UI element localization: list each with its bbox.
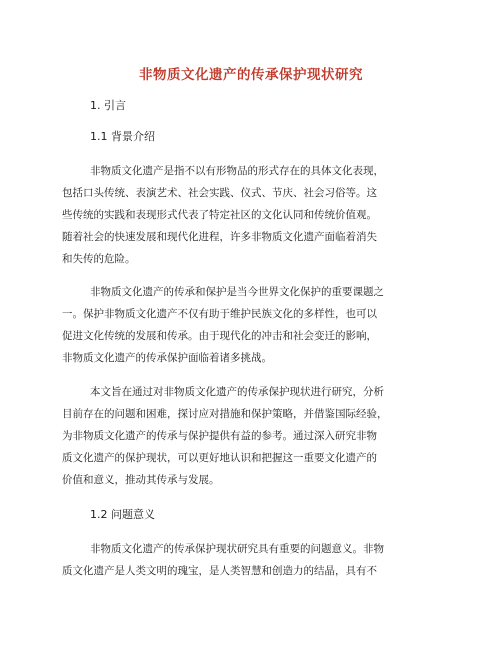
paragraph-line: 非物质文化遗产的传承保护面临着诸多挑战。 bbox=[62, 352, 272, 364]
paragraph-line: 为非物质文化遗产的传承与保护提供有益的参考。通过深入研究非物 bbox=[62, 430, 377, 442]
document-title: 非物质文化遗产的传承保护现状研究 bbox=[139, 67, 363, 83]
paragraph-line: 促进文化传统的发展和传承。由于现代化的冲击和社会变迁的影响， bbox=[62, 330, 377, 342]
paragraph-line: 一。保护非物质文化遗产不仅有助于维护民族文化的多样性，也可以 bbox=[62, 308, 377, 320]
subsection-heading-significance: 1.2 问题意义 bbox=[90, 508, 155, 521]
paragraph-line: 价值和意义，推动其传承与发展。 bbox=[62, 474, 220, 486]
section-heading-introduction: 1. 引言 bbox=[90, 99, 126, 112]
paragraph-line: 随着社会的快速发展和现代化进程，许多非物质文化遗产面临着消失 bbox=[62, 231, 377, 243]
paragraph-line: 些传统的实践和表现形式代表了特定社区的文化认同和传统价值观。 bbox=[62, 209, 377, 221]
paragraph-line: 质文化遗产是人类文明的瑰宝，是人类智慧和创造力的结晶，具有不 bbox=[62, 565, 377, 577]
paragraph-line: 非物质文化遗产的传承保护现状研究具有重要的问题意义。非物 bbox=[90, 543, 384, 555]
paragraph-line: 非物质文化遗产的传承和保护是当今世界文化保护的重要课题之 bbox=[90, 286, 384, 298]
subsection-heading-background: 1.1 背景介绍 bbox=[90, 130, 155, 143]
paragraph-line: 本文旨在通过对非物质文化遗产的传承保护现状进行研究，分析 bbox=[90, 386, 384, 398]
paragraph-line: 目前存在的问题和困难，探讨应对措施和保护策略，并借鉴国际经验， bbox=[62, 408, 388, 420]
paragraph-line: 包括口头传统、表演艺术、社会实践、仪式、节庆、社会习俗等。这 bbox=[62, 187, 377, 199]
paragraph-line: 非物质文化遗产是指不以有形物品的形式存在的具体文化表现， bbox=[90, 165, 384, 177]
paragraph-line: 和失传的危险。 bbox=[62, 253, 136, 265]
paragraph-line: 质文化遗产的保护现状，可以更好地认识和把握这一重要文化遗产的 bbox=[62, 452, 377, 464]
